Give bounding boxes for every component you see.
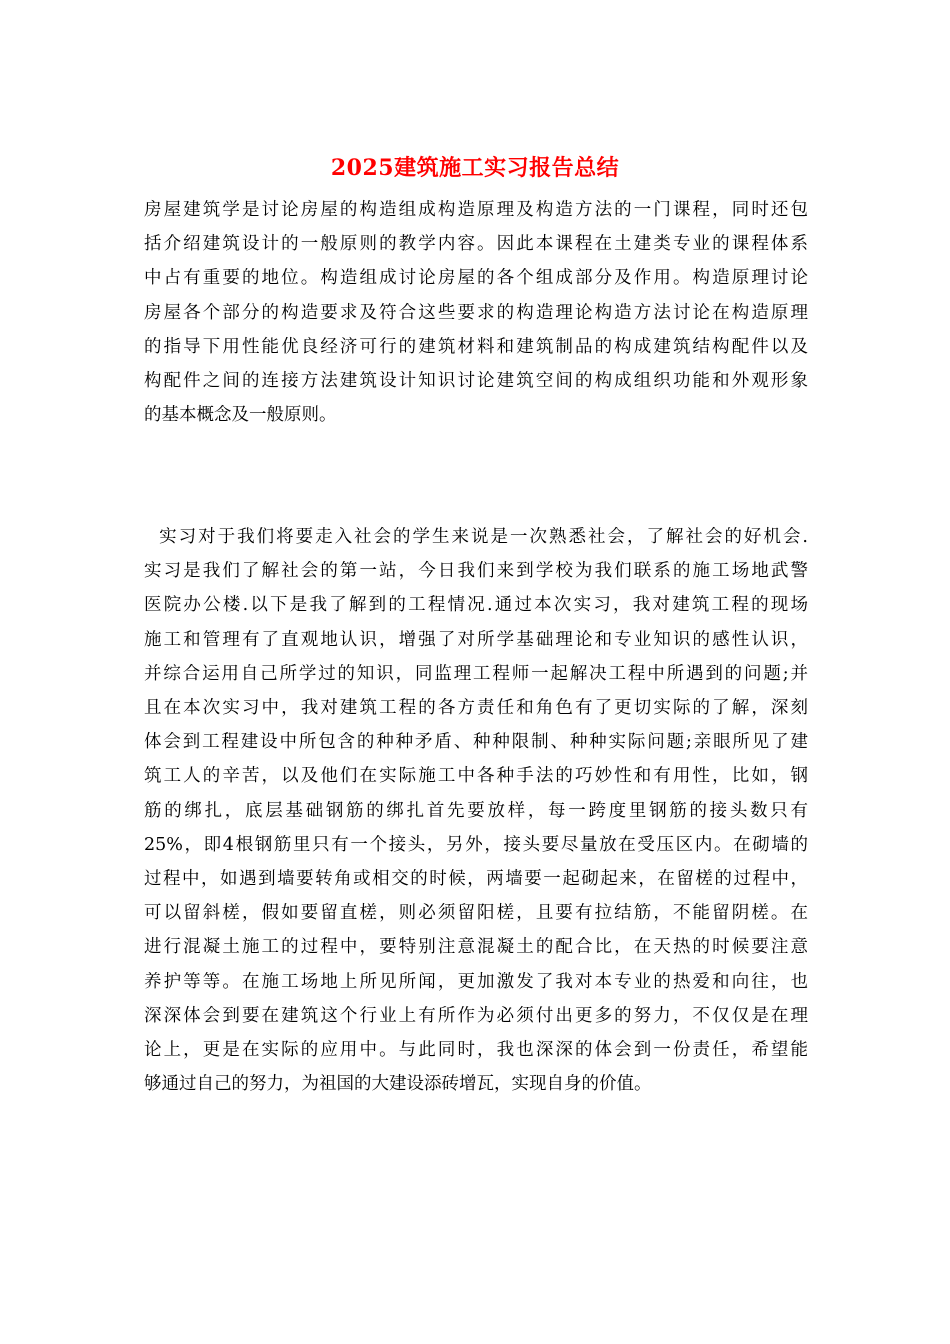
- paragraph-1-line: 的指导下用性能优良经济可行的建筑材料和建筑制品的构成建筑结构配件以及: [144, 336, 808, 357]
- paragraph-2-line: 实习对于我们将要走入社会的学生来说是一次熟悉社会，了解社会的好机会.: [144, 527, 808, 547]
- paragraph-2-line: 过程中，如遇到墙要转角或相交的时候，两墙要一起砌起来，在留槎的过程中，: [144, 869, 808, 890]
- paragraph-2-line: 且在本次实习中，我对建筑工程的各方责任和角色有了更切实际的了解，深刻: [144, 698, 808, 719]
- paragraph-2-line: 并综合运用自己所学过的知识，同监理工程师一起解决工程中所遇到的问题;并: [144, 663, 808, 684]
- paragraph-1-line: 构配件之间的连接方法建筑设计知识讨论建筑空间的构成组织功能和外观形象: [144, 371, 808, 392]
- paragraph-2-line: 施工和管理有了直观地认识，增强了对所学基础理论和专业知识的感性认识，: [144, 629, 808, 650]
- paragraph-1-line: 括介绍建筑设计的一般原则的教学内容。因此本课程在土建类专业的课程体系: [144, 234, 808, 255]
- paragraph-2-line: 进行混凝土施工的过程中，要特别注意混凝土的配合比，在天热的时候要注意: [144, 937, 808, 958]
- document-title: 2025建筑施工实习报告总结: [330, 155, 620, 181]
- paragraph-2-line: 可以留斜槎，假如要留直槎，则必须留阳槎，且要有拉结筋，不能留阴槎。在: [144, 903, 808, 924]
- paragraph-2-line: 深深体会到要在建筑这个行业上有所作为必须付出更多的努力，不仅仅是在理: [144, 1005, 808, 1026]
- paragraph-2-line: 论上，更是在实际的应用中。与此同时，我也深深的体会到一份责任，希望能: [144, 1040, 808, 1061]
- paragraph-2-line: 养护等等。在施工场地上所见所闻，更加激发了我对本专业的热爱和向往，也: [144, 971, 808, 992]
- paragraph-2-line: 筋的绑扎，底层基础钢筋的绑扎首先要放样，每一跨度里钢筋的接头数只有: [144, 800, 808, 821]
- paragraph-1-line: 的基本概念及一般原则。: [144, 405, 337, 426]
- paragraph-1-line: 房屋建筑学是讨论房屋的构造组成构造原理及构造方法的一门课程，同时还包: [144, 200, 808, 220]
- paragraph-1-line: 中占有重要的地位。构造组成讨论房屋的各个组成部分及作用。构造原理讨论: [144, 268, 808, 289]
- paragraph-2-line: 25%，即4根钢筋里只有一个接头，另外，接头要尽量放在受压区内。在砌墙的: [144, 834, 808, 855]
- paragraph-2: [144, 520, 808, 1101]
- paragraph-2-line: 够通过自己的努力，为祖国的大建设添砖增瓦，实现自身的价值。: [144, 1074, 652, 1095]
- paragraph-2-line: 筑工人的辛苦，以及他们在实际施工中各种手法的巧妙性和有用性，比如，钢: [144, 766, 808, 787]
- paragraph-2-line: 医院办公楼.以下是我了解到的工程情况.通过本次实习，我对建筑工程的现场: [144, 595, 808, 616]
- paragraph-1-line: 房屋各个部分的构造要求及符合这些要求的构造理论构造方法讨论在构造原理: [144, 302, 808, 323]
- paragraph-2-line: 体会到工程建设中所包含的种种矛盾、种种限制、种种实际问题;亲眼所见了建: [144, 732, 808, 753]
- paragraph-1: [144, 193, 808, 432]
- paragraph-2-line: 实习是我们了解社会的第一站，今日我们来到学校为我们联系的施工场地武警: [144, 561, 808, 582]
